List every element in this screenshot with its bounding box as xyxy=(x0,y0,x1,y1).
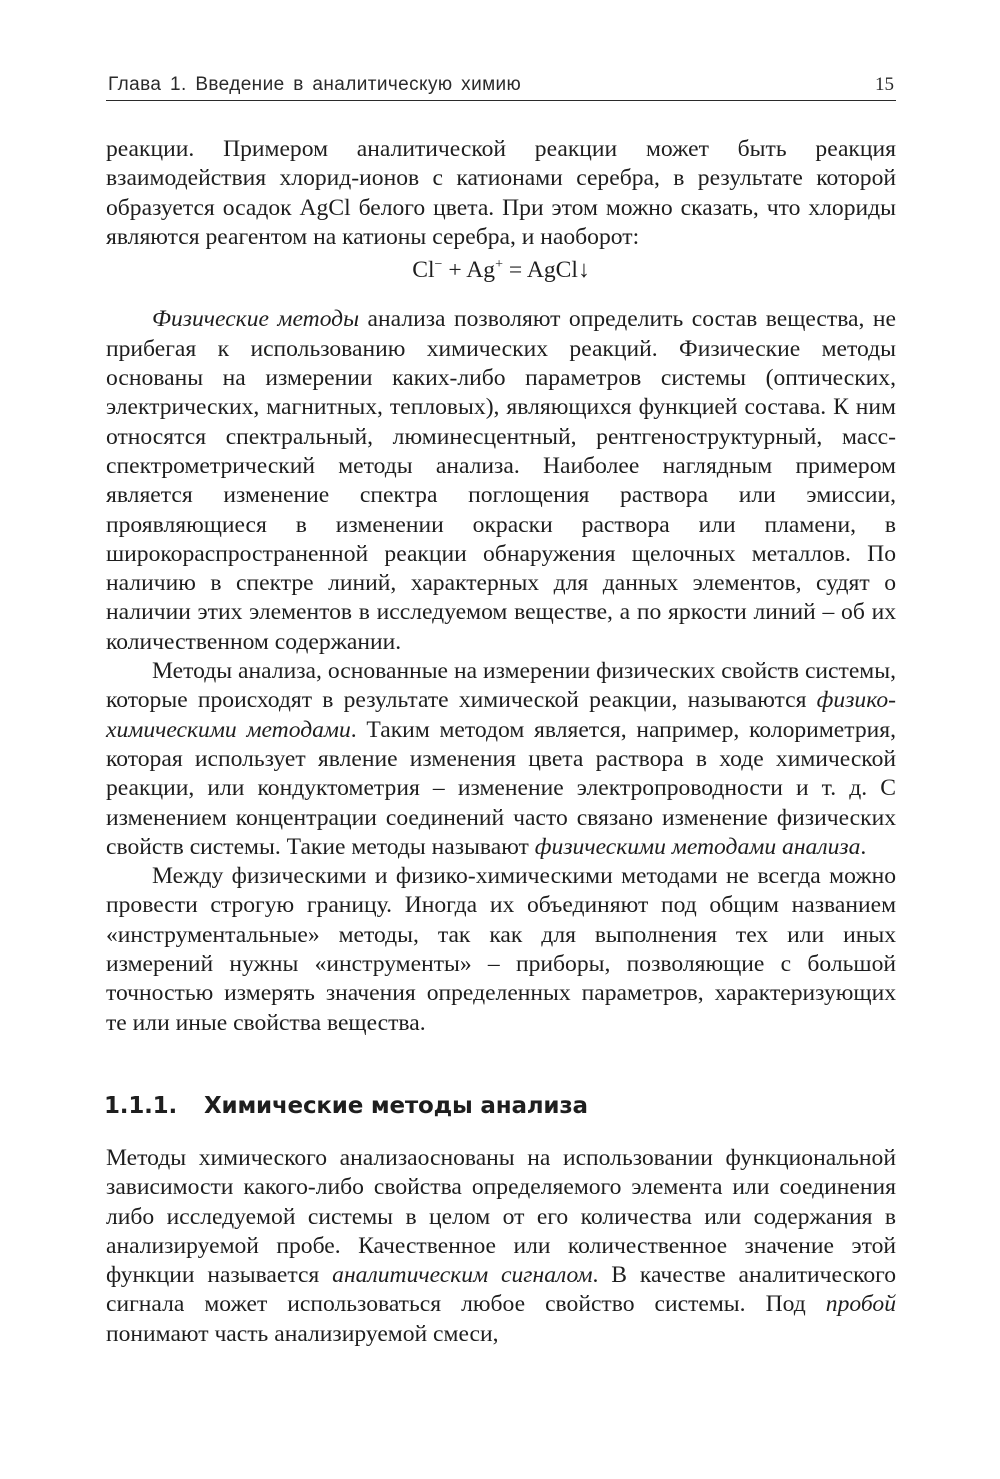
physical-methods-paragraph xyxy=(106,305,896,657)
chemical-text-2: . В качестве аналитического сигнала может использоваться любое свойство системы. Под xyxy=(106,1262,897,1318)
reaction-equation xyxy=(106,256,896,285)
sample-term: пробой xyxy=(825,1291,896,1318)
silver-ion: Ag xyxy=(466,257,496,284)
chloride-ion: Cl xyxy=(412,257,435,284)
lower-text-block xyxy=(106,1144,896,1349)
physical-analysis-term: физическими методами анализа xyxy=(534,833,861,860)
page-number: 15 xyxy=(875,74,894,95)
upper-text-block xyxy=(106,135,896,1038)
section-number: 1.1.1. xyxy=(104,1093,178,1119)
physchem-text-3: . xyxy=(860,833,867,860)
equation-product: = AgCl↓ xyxy=(503,257,590,284)
section-title: Химические методы анализа xyxy=(204,1093,588,1119)
physical-methods-term: Физические методы xyxy=(152,306,360,333)
analytical-signal-term: аналитическим сигналом xyxy=(332,1262,593,1289)
physchem-methods-paragraph xyxy=(106,657,896,862)
intro-paragraph: реакции. Примером аналитической реакции может быть реакция взаимодействия хлорид-ионов с катионами серебра, в результате которой образуется осадок AgCl белого цвета. При этом можно сказать, что хлориды являются реагентом на катионы серебра, и наоборот: xyxy=(106,136,896,250)
physchem-text-2: . Таким методом является, например, колориметрия, которая использует явление изменения цвета раствора в ходе химической реакции, или кондуктометрия – изменение электропроводности и т. д. С изменением концентрации соединений часто связано изменение физических свойств системы. Такие методы называют xyxy=(106,716,896,860)
chemical-text-3: понимают часть анализируемой смеси, xyxy=(106,1320,499,1347)
chapter-title: Глава 1. Введение в аналитическую химию xyxy=(108,74,522,95)
instrumental-methods-paragraph: Между физическими и физико-химическими методами не всегда можно провести строгую границу. Иногда их объединяют под общим названием «инструментальные» методы, так как для выполнения тех или иных измерений нужны «инструменты» – приборы, позволяющие с большой точностью измерять значения определенных параметров, характеризующих те или иные свойства вещества. xyxy=(106,863,896,1036)
chloride-charge: − xyxy=(434,257,443,273)
running-header xyxy=(106,70,896,101)
plus-sign: + xyxy=(442,257,467,284)
physchem-term: физико-химическими методами xyxy=(106,687,896,743)
physical-methods-text: анализа позволяют определить состав вещества, не прибегая к использованию химических реакций. Физические методы основаны на измерении каких-либо параметров системы (оптических, электрических, магнитных, тепловых), являющихся функцией состава. К ним относятся спектральный, люминесцентный, рентгеноструктурный, масс-спектрометрический методы анализа. Наиболее наглядным примером является изменение спектра поглощения раствора или эмиссии, проявляющиеся в изменении окраски раствора или пламени, в широкораспространенной реакции обнаружения щелочных металлов. По наличию в спектре линий, характерных для данных элементов, судят о наличии этих элементов в исследуемом веществе, а по яркости линий – об их количественном содержании. xyxy=(106,306,896,655)
section-heading xyxy=(104,1093,588,1119)
chemical-text-1: Методы химического анализаоснованы на использовании функциональной зависимости какого-либо свойства определяемого элемента или соединения либо исследуемой системы в целом от его количества или содержания в анализируемой пробе. Качественное или количественное значение этой функции называется xyxy=(106,1145,896,1289)
silver-charge: + xyxy=(495,257,504,273)
chemical-methods-paragraph xyxy=(106,1144,896,1349)
physchem-text-1: Методы анализа, основанные на измерении физических свойств системы, которые происходят в результате химической реакции, называются xyxy=(106,658,896,714)
